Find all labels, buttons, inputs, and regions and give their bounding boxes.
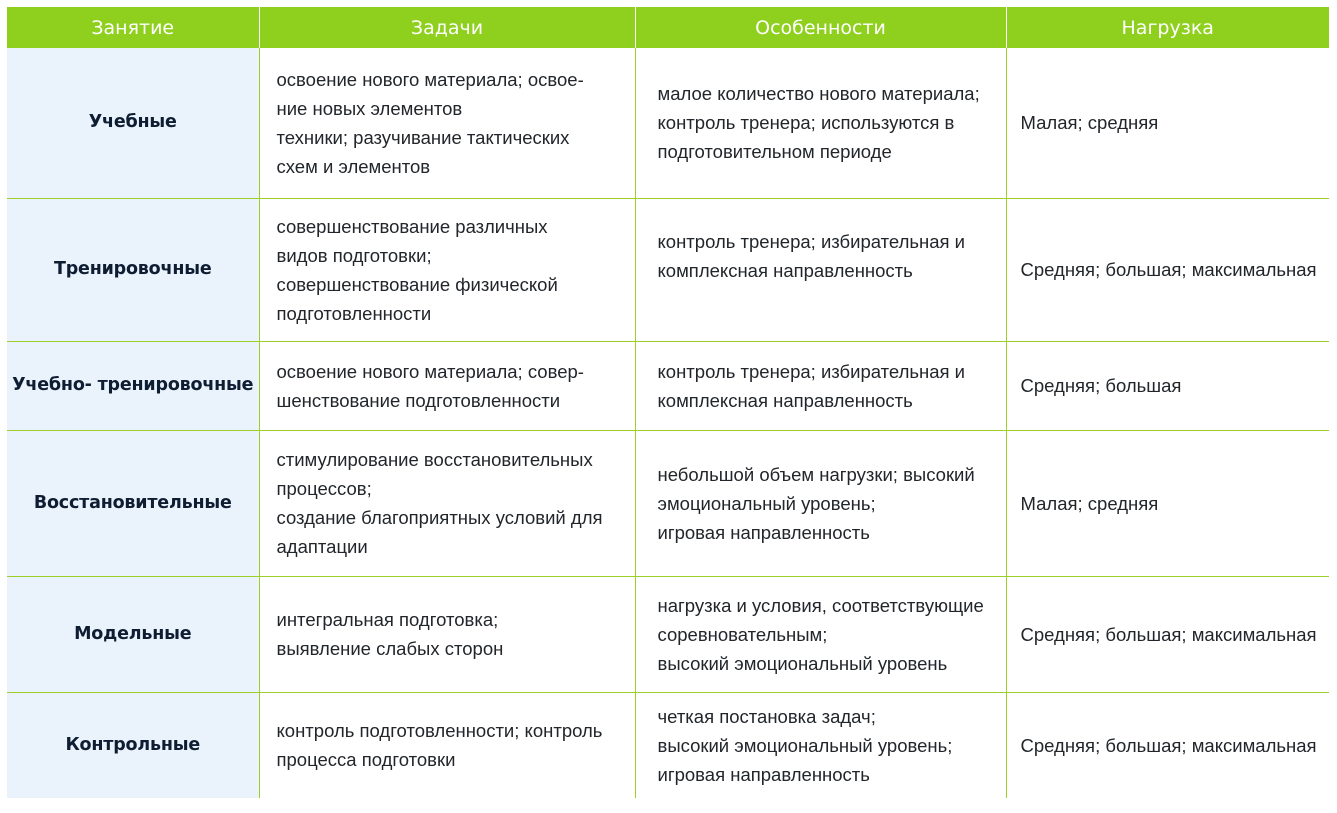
tasks-line: ние новых элементов xyxy=(276,97,463,119)
tasks-line: схем и элементов xyxy=(276,155,431,177)
tasks-line: выявление слабых сторон xyxy=(276,638,504,659)
table-header xyxy=(7,7,1329,48)
table-row xyxy=(7,692,1329,798)
tasks-line: совершенствование различных xyxy=(276,215,548,237)
load-cell: Средняя; большая; максимальная xyxy=(1006,198,1329,341)
header-tasks: Задачи xyxy=(259,7,635,48)
session-name: Модельные xyxy=(7,576,259,692)
tasks-line: шенствование подготовленности xyxy=(276,389,561,411)
header-row xyxy=(7,7,1329,48)
load-cell: Малая; средняя xyxy=(1006,48,1329,198)
tasks-cell xyxy=(259,198,635,341)
features-cell xyxy=(635,198,1006,341)
tasks-cell xyxy=(259,576,635,692)
features-line: игровая направленность xyxy=(657,763,870,785)
features-line: контроль тренера; избирательная и xyxy=(657,230,966,252)
load-cell: Средняя; большая; максимальная xyxy=(1006,576,1329,692)
tasks-line: процессов; xyxy=(276,478,372,499)
session-name: Тренировочные xyxy=(7,198,259,341)
table-row xyxy=(7,198,1329,341)
tasks-line: создание благоприятных условий для xyxy=(276,507,603,528)
table-row xyxy=(7,48,1329,198)
tasks-line: освоение нового материала; совер- xyxy=(276,360,584,382)
sessions-table xyxy=(7,7,1329,798)
features-line: нагрузка и условия, соответствующие xyxy=(657,594,984,616)
load-cell: Малая; средняя xyxy=(1006,430,1329,576)
header-features: Особенности xyxy=(635,7,1006,48)
session-name: Учебно- тренировочные xyxy=(7,341,259,430)
features-line: соревновательным; xyxy=(657,623,828,645)
table-row xyxy=(7,430,1329,576)
features-line: высокий эмоциональный уровень; xyxy=(657,734,953,756)
features-line: контроль тренера; избирательная и xyxy=(657,360,966,382)
tasks-line: интегральная подготовка; xyxy=(276,609,499,630)
features-cell xyxy=(635,692,1006,798)
features-line: подготовительном периоде xyxy=(657,141,892,163)
features-line: эмоциональный уровень; xyxy=(657,492,876,514)
tasks-cell xyxy=(259,48,635,198)
features-cell xyxy=(635,576,1006,692)
tasks-line: освоение нового материала; освое- xyxy=(276,68,584,90)
tasks-line: видов подготовки; xyxy=(276,244,432,266)
features-cell xyxy=(635,341,1006,430)
tasks-cell xyxy=(259,430,635,576)
table-body xyxy=(7,48,1329,798)
tasks-cell xyxy=(259,692,635,798)
features-line: контроль тренера; используются в xyxy=(657,112,955,134)
tasks-line: стимулирование восстановительных xyxy=(276,449,593,470)
session-name: Контрольные xyxy=(7,692,259,798)
session-name: Учебные xyxy=(7,48,259,198)
load-cell: Средняя; большая; максимальная xyxy=(1006,692,1329,798)
tasks-line: контроль подготовленности; контроль xyxy=(276,720,603,742)
session-name: Восстановительные xyxy=(7,430,259,576)
features-line: малое количество нового материала; xyxy=(657,83,980,105)
load-cell: Средняя; большая xyxy=(1006,341,1329,430)
tasks-line: совершенствование физической xyxy=(276,273,558,295)
features-cell xyxy=(635,430,1006,576)
features-line: комплексная направленность xyxy=(657,259,913,281)
features-cell xyxy=(635,48,1006,198)
features-line: четкая постановка задач; xyxy=(657,705,876,727)
features-line: высокий эмоциональный уровень xyxy=(657,652,948,674)
header-load: Нагрузка xyxy=(1006,7,1329,48)
tasks-line: подготовленности xyxy=(276,302,432,324)
tasks-line: адаптации xyxy=(276,536,368,557)
header-session: Занятие xyxy=(7,7,259,48)
features-line: небольшой объем нагрузки; высокий xyxy=(657,463,975,485)
tasks-line: техники; разучивание тактических xyxy=(276,126,570,148)
features-line: игровая направленность xyxy=(657,521,870,543)
table-row xyxy=(7,341,1329,430)
tasks-line: процесса подготовки xyxy=(276,749,456,771)
features-line: комплексная направленность xyxy=(657,389,913,411)
table-row xyxy=(7,576,1329,692)
tasks-cell xyxy=(259,341,635,430)
